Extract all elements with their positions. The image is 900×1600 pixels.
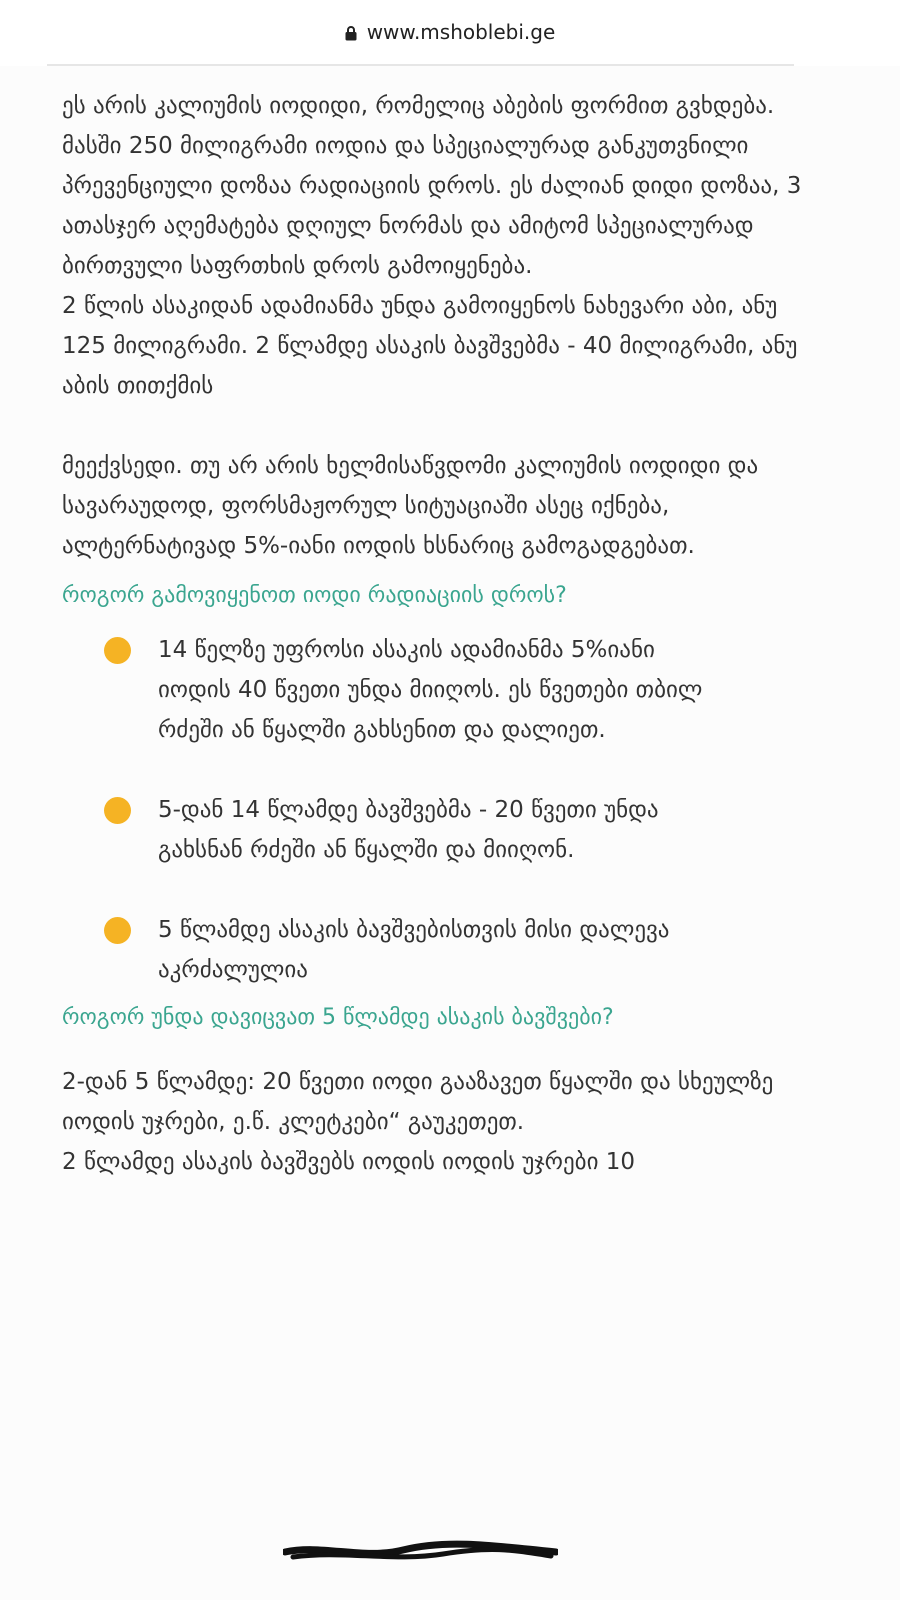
list-item-text: 5 წლამდე ასაკის ბავშვებისთვის მისი დალევა აკრძალულია: [158, 917, 670, 983]
address-bar[interactable]: [0, 0, 900, 64]
paragraph-dosage: 2 წლის ასაკიდან ადამიანმა უნდა გამოიყენოს ნახევარი აბი, ანუ 125 მილიგრამი. 2 წლამდე ასაკის ბავშვებმა - 40 მილიგრამი, ანუ აბის თითქმის: [62, 293, 798, 399]
lock-icon: [345, 25, 357, 41]
bullet-dot-icon: [104, 637, 131, 664]
paragraph-intro: ეს არის კალიუმის იოდიდი, რომელიც აბების ფორმით გვხდება. მასში 250 მილიგრამი იოდია და სპეციალურად განკუთვნილი პრევენციული დოზაა რადიაციის დროს. ეს ძალიან დიდი დოზაა, 3 ათასჯერ აღემატება დღიულ ნორმას და ამიტომ სპეციალურად ბირთვული საფრთხის დროს გამოიყენება.: [62, 93, 802, 279]
bullet-dot-icon: [104, 917, 131, 944]
article-content: [62, 86, 822, 1182]
url-text: www.mshoblebi.ge: [366, 20, 556, 44]
dosage-list: [62, 630, 822, 990]
paragraph-alternative: მეექვსედი. თუ არ არის ხელმისაწვდომი კალიუმის იოდიდი და სავარაუდოდ, ფორსმაჟორულ სიტუაციაში ასეც იქნება, ალტერნატივად 5%-იანი იოდის ხსნარიც გამოგადგებათ.: [62, 453, 759, 559]
article-page: [0, 66, 900, 1600]
section-heading-children: როგორ უნდა დავიცვათ 5 წლამდე ასაკის ბავშვები?: [62, 1005, 614, 1030]
section-heading-usage: როგორ გამოვიყენოთ იოდი რადიაციის დროს?: [62, 583, 567, 608]
list-item: [62, 630, 718, 750]
bullet-dot-icon: [104, 797, 131, 824]
paragraph-children-2-5: 2-დან 5 წლამდე: 20 წვეთი იოდი გააზავეთ წყალში და სხეულზე იოდის უჯრები, ე.წ. კლეტკები“ გაუკეთეთ.: [62, 1069, 774, 1135]
list-item: [62, 790, 718, 870]
paragraph-children-under-2: 2 წლამდე ასაკის ბავშვებს იოდის იოდის უჯრები 10: [62, 1149, 636, 1175]
list-item-text: 14 წელზე უფროსი ასაკის ადამიანმა 5%იანი იოდის 40 წვეთი უნდა მიიღოს. ეს წვეთები თბილ რძეში ან წყალში გახსენით და დალიეთ.: [158, 637, 703, 743]
list-item-text: 5-დან 14 წლამდე ბავშვებმა - 20 წვეთი უნდა გახსნან რძეში ან წყალში და მიიღონ.: [158, 797, 659, 863]
list-item: [62, 910, 718, 990]
